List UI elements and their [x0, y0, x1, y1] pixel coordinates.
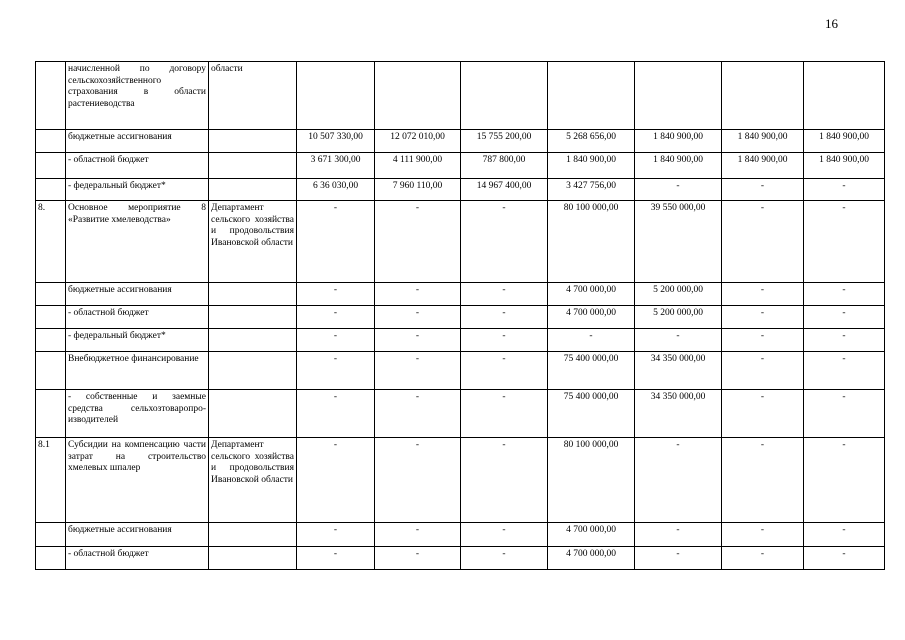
amount-cell: 7 960 110,00 [375, 179, 461, 201]
item-name-cell: - областной бюджет [66, 547, 209, 570]
amount-cell: - [297, 547, 375, 570]
executor-cell [209, 283, 297, 306]
item-name-cell: бюджетные ассигнования [66, 130, 209, 153]
amount-cell: - [804, 306, 885, 329]
amount-cell: - [461, 438, 548, 523]
amount-cell: 1 840 900,00 [722, 153, 804, 179]
amount-cell: - [461, 390, 548, 438]
amount-cell: 1 840 900,00 [804, 153, 885, 179]
amount-cell: - [548, 329, 635, 352]
amount-cell [461, 62, 548, 130]
amount-cell: - [297, 201, 375, 283]
amount-cell: - [722, 179, 804, 201]
row-number-cell [36, 62, 66, 130]
amount-cell: - [461, 283, 548, 306]
amount-cell: - [722, 523, 804, 547]
table-row [36, 179, 885, 201]
executor-cell [209, 547, 297, 570]
executor-cell [209, 390, 297, 438]
row-number-cell [36, 306, 66, 329]
executor-cell [209, 130, 297, 153]
amount-cell: 80 100 000,00 [548, 438, 635, 523]
row-number-cell [36, 283, 66, 306]
table-row [36, 329, 885, 352]
amount-cell: 6 36 030,00 [297, 179, 375, 201]
amount-cell: 4 700 000,00 [548, 306, 635, 329]
amount-cell: 1 840 900,00 [722, 130, 804, 153]
amount-cell: 80 100 000,00 [548, 201, 635, 283]
amount-cell: 5 200 000,00 [635, 306, 722, 329]
executor-cell [209, 153, 297, 179]
amount-cell: - [375, 329, 461, 352]
item-name-cell: - федеральный бюджет* [66, 179, 209, 201]
item-name-cell: - областной бюджет [66, 306, 209, 329]
amount-cell: - [635, 179, 722, 201]
amount-cell: - [804, 352, 885, 390]
amount-cell: - [375, 352, 461, 390]
item-name-cell: начисленной по договору сельскохозяйственного страхования в области растениеводства [66, 62, 209, 130]
item-name-cell: бюджетные ассигнования [66, 283, 209, 306]
amount-cell: - [635, 438, 722, 523]
amount-cell: 1 840 900,00 [635, 130, 722, 153]
budget-table [35, 61, 885, 570]
row-number-cell [36, 523, 66, 547]
amount-cell: - [461, 201, 548, 283]
amount-cell: - [804, 547, 885, 570]
item-name-cell: - собственные и заемные средства сельхозтоваропро-изводителей [66, 390, 209, 438]
row-number-cell: 8.1 [36, 438, 66, 523]
table-row [36, 153, 885, 179]
amount-cell: - [635, 329, 722, 352]
amount-cell: - [297, 283, 375, 306]
amount-cell: - [804, 201, 885, 283]
executor-cell: области [209, 62, 297, 130]
amount-cell: - [722, 329, 804, 352]
amount-cell: 14 967 400,00 [461, 179, 548, 201]
executor-cell: Департамент сельского хозяйства и продовольствия Ивановской области [209, 438, 297, 523]
executor-cell [209, 329, 297, 352]
amount-cell: - [461, 352, 548, 390]
table-row [36, 130, 885, 153]
row-number-cell [36, 390, 66, 438]
amount-cell: 787 800,00 [461, 153, 548, 179]
table-row [36, 438, 885, 523]
amount-cell: - [297, 306, 375, 329]
item-name-cell: - федеральный бюджет* [66, 329, 209, 352]
amount-cell: - [375, 523, 461, 547]
amount-cell: - [722, 283, 804, 306]
amount-cell: - [722, 438, 804, 523]
amount-cell: 15 755 200,00 [461, 130, 548, 153]
amount-cell: 39 550 000,00 [635, 201, 722, 283]
item-name-cell: Субсидии на компенсацию части затрат на строительство хмелевых шпалер [66, 438, 209, 523]
amount-cell: 1 840 900,00 [635, 153, 722, 179]
amount-cell: - [804, 438, 885, 523]
table-row [36, 547, 885, 570]
table-row [36, 62, 885, 130]
amount-cell [722, 62, 804, 130]
amount-cell: 5 268 656,00 [548, 130, 635, 153]
row-number-cell [36, 329, 66, 352]
amount-cell [635, 62, 722, 130]
amount-cell: - [375, 201, 461, 283]
amount-cell: - [722, 547, 804, 570]
amount-cell: - [635, 547, 722, 570]
amount-cell: - [804, 179, 885, 201]
amount-cell: - [375, 390, 461, 438]
amount-cell: - [722, 201, 804, 283]
amount-cell: - [804, 523, 885, 547]
row-number-cell: 8. [36, 201, 66, 283]
amount-cell: - [722, 306, 804, 329]
row-number-cell [36, 547, 66, 570]
amount-cell: - [297, 523, 375, 547]
amount-cell: 75 400 000,00 [548, 390, 635, 438]
amount-cell: 34 350 000,00 [635, 390, 722, 438]
table-row [36, 283, 885, 306]
amount-cell: 12 072 010,00 [375, 130, 461, 153]
page-number: 16 [825, 16, 838, 31]
amount-cell [375, 62, 461, 130]
item-name-cell: Основное мероприятие 8 «Развитие хмелеводства» [66, 201, 209, 283]
amount-cell: 3 427 756,00 [548, 179, 635, 201]
executor-cell: Департамент сельского хозяйства и продовольствия Ивановской области [209, 201, 297, 283]
amount-cell: - [375, 438, 461, 523]
amount-cell: - [297, 329, 375, 352]
item-name-cell: бюджетные ассигнования [66, 523, 209, 547]
executor-cell [209, 523, 297, 547]
amount-cell: - [297, 438, 375, 523]
amount-cell: 1 840 900,00 [804, 130, 885, 153]
table-row [36, 352, 885, 390]
amount-cell: - [297, 390, 375, 438]
amount-cell: - [297, 352, 375, 390]
amount-cell: 4 111 900,00 [375, 153, 461, 179]
amount-cell: - [804, 390, 885, 438]
executor-cell [209, 179, 297, 201]
item-name-cell: - областной бюджет [66, 153, 209, 179]
amount-cell: - [804, 329, 885, 352]
row-number-cell [36, 179, 66, 201]
row-number-cell [36, 352, 66, 390]
item-name-cell: Внебюджетное финансирование [66, 352, 209, 390]
table-row [36, 390, 885, 438]
executor-cell [209, 306, 297, 329]
amount-cell: - [375, 283, 461, 306]
amount-cell: - [722, 352, 804, 390]
amount-cell: 5 200 000,00 [635, 283, 722, 306]
amount-cell: - [375, 547, 461, 570]
amount-cell: 4 700 000,00 [548, 523, 635, 547]
amount-cell: 34 350 000,00 [635, 352, 722, 390]
table-row [36, 201, 885, 283]
row-number-cell [36, 153, 66, 179]
amount-cell [548, 62, 635, 130]
amount-cell [804, 62, 885, 130]
executor-cell [209, 352, 297, 390]
amount-cell: 3 671 300,00 [297, 153, 375, 179]
table-row [36, 306, 885, 329]
amount-cell: - [804, 283, 885, 306]
amount-cell: 4 700 000,00 [548, 547, 635, 570]
amount-cell: 1 840 900,00 [548, 153, 635, 179]
amount-cell: 10 507 330,00 [297, 130, 375, 153]
amount-cell: - [635, 523, 722, 547]
amount-cell: - [461, 329, 548, 352]
amount-cell: - [722, 390, 804, 438]
amount-cell: - [461, 306, 548, 329]
budget-table-body [36, 62, 885, 570]
amount-cell: 75 400 000,00 [548, 352, 635, 390]
amount-cell: - [375, 306, 461, 329]
amount-cell: - [461, 523, 548, 547]
amount-cell: - [461, 547, 548, 570]
table-row [36, 523, 885, 547]
amount-cell: 4 700 000,00 [548, 283, 635, 306]
row-number-cell [36, 130, 66, 153]
amount-cell [297, 62, 375, 130]
